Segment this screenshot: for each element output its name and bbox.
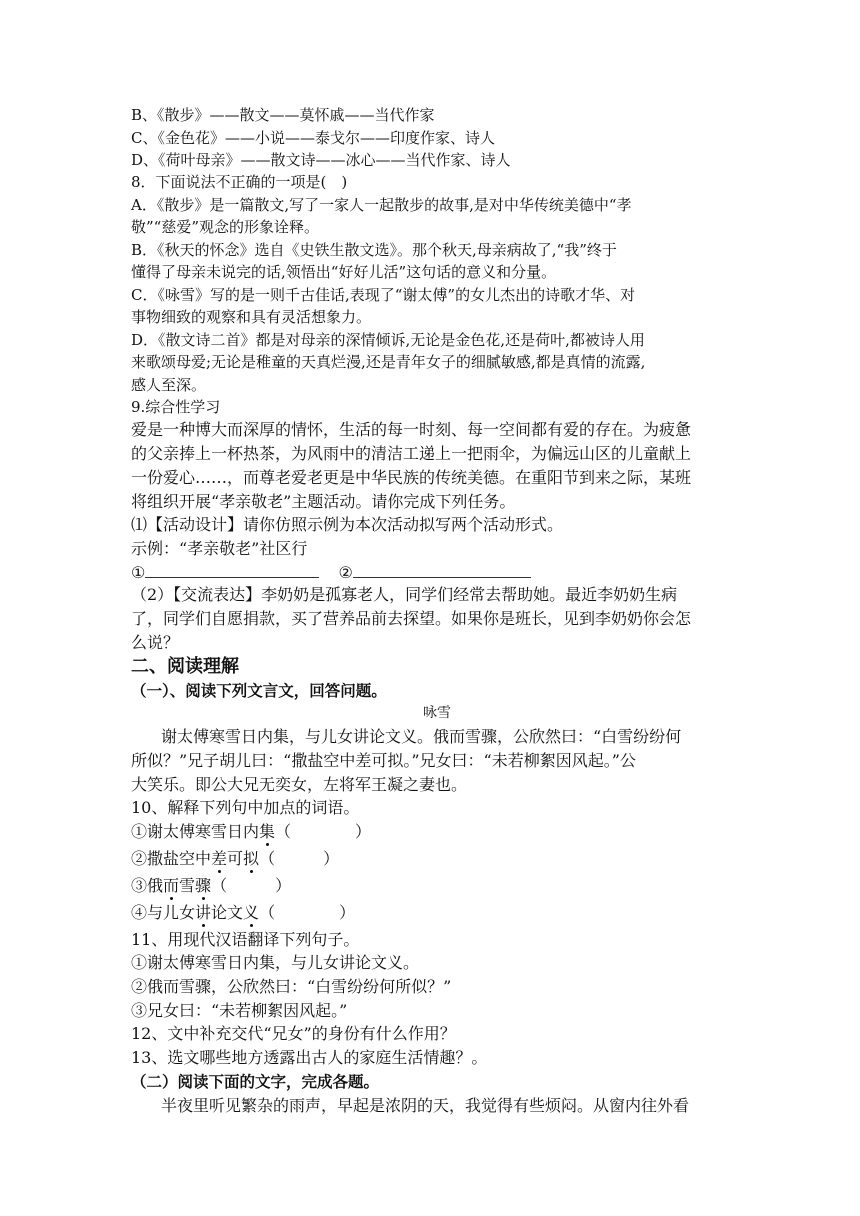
option-d-line: D、《荷叶母亲》——散文诗——冰心——当代作家、诗人: [131, 151, 511, 169]
q10-item3-text-mid: 雪: [179, 876, 196, 895]
q10-item4-text: ④与儿女: [131, 903, 196, 922]
classical-text-line1: 谢太傅寒雪日内集，与儿女讲论文义。俄而雪骤，公欣然曰：“白雪纷纷何: [161, 727, 682, 746]
option-b-line: B、《散步》——散文——莫怀戚——当代作家: [131, 106, 435, 124]
poem-title: 咏雪: [423, 705, 451, 721]
dotted-word: 义: [243, 903, 260, 922]
q10-item3: [131, 875, 291, 897]
q8-option-c-line2: 事物细致的观察和具有灵活想象力。: [131, 308, 372, 326]
q9-task2-line2: 了，同学们自愿捐款，买了营养品前去探望。如果你是班长，见到李奶奶你会怎: [131, 609, 692, 628]
option-c-line: C、《金色花》——小说——泰戈尔——印度作家、诗人: [131, 129, 495, 147]
q11-item2: ②俄而雪骤，公欣然曰：“白雪纷纷何所似？”: [131, 977, 452, 996]
q8-option-d-line2: 来歌颂母爱;无论是稚童的天真烂漫,还是青年女子的细腻敏感,都是真情的流露,: [131, 353, 646, 371]
q8-option-a-line1: A．《散步》是一篇散文,写了一家人一起散步的故事,是对中华传统美德中“孝: [131, 196, 632, 214]
answer-blank-1[interactable]: [145, 561, 319, 578]
subsection-1-heading: （一）、阅读下列文言文，回答问题。: [131, 682, 387, 700]
passage-line1: 半夜里听见繁杂的雨声，早起是浓阴的天，我觉得有些烦闷。从窗内往外看: [161, 1096, 690, 1115]
q11-item3: ③兄女曰：“未若柳絮因风起。”: [131, 1001, 348, 1020]
q10-item3-text: ③俄: [131, 876, 164, 895]
dotted-word: 集: [259, 822, 276, 841]
dotted-word: 骤: [195, 876, 212, 895]
q9-para-line4: 将组织开展“孝亲敬老”主题活动。请你完成下列任务。: [131, 492, 516, 511]
q10-item2: [131, 848, 339, 870]
q9-answer-blanks: [131, 561, 531, 584]
dotted-word: 讲: [195, 903, 212, 922]
q9-task2-line1: （2）【交流表达】李奶奶是孤寡老人，同学们经常去帮助她。最近李奶奶生病: [131, 585, 678, 604]
blank-2-marker: ②: [338, 563, 353, 582]
q8-option-b-line1: B．《秋天的怀念》选自《史铁生散文选》。那个秋天,母亲病故了,“我”终于: [131, 241, 617, 259]
section-2-heading: 二、阅读理解: [131, 656, 239, 677]
q10-item2-text: ②撒盐空中: [131, 849, 212, 868]
answer-blank[interactable]: （ ）: [259, 903, 356, 922]
subsection-2-heading: （二）阅读下面的文字，完成各题。: [131, 1073, 380, 1091]
question-9: 9.综合性学习: [131, 398, 221, 416]
question-12: 12、文中补充交代“兄女”的身份有什么作用？: [131, 1024, 456, 1043]
blank-1-marker: ①: [131, 563, 146, 582]
dotted-word: 而: [163, 876, 180, 895]
q10-item4: [131, 902, 355, 924]
classical-text-line2: 所似？”兄子胡儿曰：“撒盐空中差可拟。”兄女曰：“未若柳絮因风起。”公: [131, 751, 636, 770]
dotted-word: 差: [211, 849, 228, 868]
question-8: 8．下面说法不正确的一项是( ): [131, 173, 348, 191]
classical-text-line3: 大笑乐。即公大兄无奕女，左将军王凝之妻也。: [131, 775, 468, 794]
answer-blank-2[interactable]: [353, 561, 531, 578]
question-10: 10、解释下列句中加点的词语。: [131, 798, 360, 817]
q9-para-line3: 一份爱心……，而尊老爱老更是中华民族的传统美德。在重阳节到来之际，某班: [131, 468, 692, 487]
q9-task1: ⑴【活动设计】请你仿照示例为本次活动拟写两个活动形式。: [131, 515, 564, 534]
question-13: 13、选文哪些地方透露出古人的家庭生活情趣？。: [131, 1048, 488, 1067]
q8-option-b-line2: 懂得了母亲未说完的话,领悟出“好好儿活”这句话的意义和分量。: [131, 263, 557, 281]
q9-para-line2: 的父亲捧上一杯热茶，为风雨中的清洁工递上一把雨伞，为偏远山区的儿童献上: [131, 444, 692, 463]
answer-blank[interactable]: （ ）: [211, 876, 292, 895]
q10-item1: [131, 821, 371, 843]
question-11: 11、用现代汉语翻译下列句子。: [131, 930, 360, 949]
q8-option-d-line1: D．《散文诗二首》都是对母亲的深情倾诉,无论是金色花,还是荷叶,都被诗人用: [131, 331, 645, 349]
q8-option-a-line2: 敬”“慈爱”观念的形象诠释。: [131, 218, 320, 236]
q10-item2-text-mid: 可: [227, 849, 244, 868]
q10-item4-text-mid: 论文: [211, 903, 244, 922]
dotted-word: 拟: [243, 849, 260, 868]
q11-item1: ①谢太傅寒雪日内集，与儿女讲论文义。: [131, 953, 420, 972]
q8-option-c-line1: C．《咏雪》写的是一则千古佳话,表现了“谢太傅”的女儿杰出的诗歌才华、对: [131, 286, 636, 304]
answer-blank[interactable]: （ ）: [275, 822, 372, 841]
q10-item1-text: ①谢太傅寒雪日内: [131, 822, 260, 841]
q9-example: 示例：“孝亲敬老”社区行: [131, 539, 308, 558]
q8-option-d-line3: 感人至深。: [131, 376, 207, 394]
answer-blank[interactable]: （ ）: [259, 849, 340, 868]
q9-task2-line3: 么说？: [131, 633, 180, 652]
q9-para-line1: 爱是一种博大而深厚的情怀，生活的每一时刻、每一空间都有爱的存在。为疲惫: [131, 420, 692, 439]
